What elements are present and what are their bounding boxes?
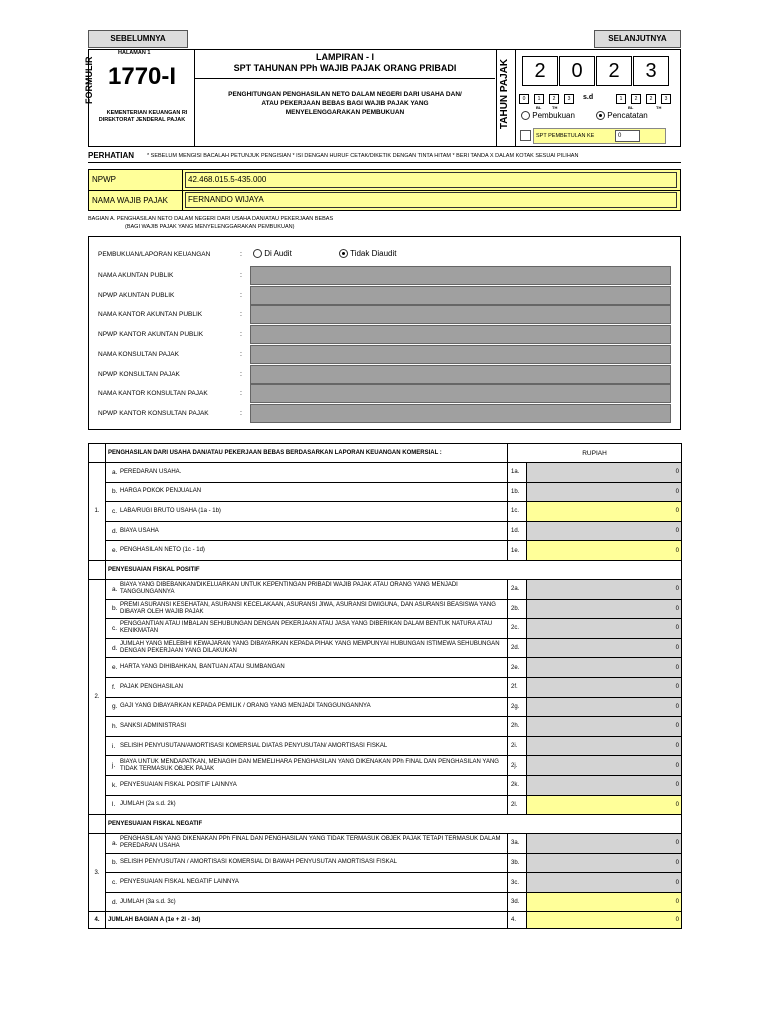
item-code: 2h. <box>508 717 527 737</box>
item-code: 2d. <box>508 638 527 658</box>
item-code: 1e. <box>508 541 527 561</box>
section-no-cell <box>89 815 106 834</box>
audit-field-label: NPWP AKUNTAN PUBLIK <box>98 291 175 299</box>
header-rule <box>195 78 495 79</box>
audit-field-input[interactable] <box>250 404 671 423</box>
item-code: 3b. <box>508 853 527 873</box>
table-row <box>89 892 682 912</box>
item-description <box>106 697 508 717</box>
pembetulan-label: SPT PEMBETULAN KE <box>536 133 595 139</box>
item-letter: e. <box>112 547 118 555</box>
table-row <box>89 677 682 697</box>
item-value-input[interactable]: 0 <box>527 697 682 717</box>
rupiah-header: RUPIAH <box>508 444 682 463</box>
audit-field-input[interactable] <box>250 266 671 285</box>
table-row <box>89 873 682 893</box>
item-value-input[interactable]: 0 <box>527 775 682 795</box>
form-number: 1770-I <box>108 63 177 90</box>
year-digit-2[interactable]: 0 <box>559 56 595 86</box>
item-description <box>106 619 508 639</box>
pembetulan-checkbox[interactable] <box>520 130 531 141</box>
item-description <box>106 834 508 854</box>
item-code: 2f. <box>508 677 527 697</box>
item-value-input[interactable]: 0 <box>527 677 682 697</box>
item-code: 2k. <box>508 775 527 795</box>
audit-field-colon: : <box>240 409 242 417</box>
taxpayer-rule <box>89 190 680 191</box>
item-value-input[interactable]: 0 <box>527 599 682 619</box>
table-row <box>89 697 682 717</box>
bl-label: BL <box>628 105 634 110</box>
item-description <box>106 638 508 658</box>
taxpayer-divider <box>182 170 183 210</box>
opt-di-audit-label: Di Audit <box>264 249 292 258</box>
item-letter: c. <box>112 624 118 632</box>
item-value-input[interactable]: 0 <box>527 638 682 658</box>
radio-icon <box>521 111 530 120</box>
tahun-pajak-label: TAHUN PAJAK <box>499 58 510 130</box>
opt-pencatatan[interactable] <box>596 111 648 120</box>
item-text: SELISIH PENYUSUTAN / AMORTISASI KOMERSIAL DI BAWAH PENYUSUTAN AMORTISASI FISKAL <box>120 859 397 866</box>
item-description <box>106 775 508 795</box>
bagian-a-title: BAGIAN A. PENGHASILAN NETO DALAM NEGERI DARI USAHA DAN/ATAU PEKERJAAN BEBAS <box>88 216 334 222</box>
item-description <box>106 579 508 599</box>
header-divider <box>496 49 497 147</box>
item-letter: g. <box>112 703 118 711</box>
item-value-input[interactable]: 0 <box>527 502 682 522</box>
table-row <box>89 775 682 795</box>
period-from-digit[interactable]: 2 <box>549 94 559 104</box>
pembetulan-input[interactable]: 0 <box>615 130 640 142</box>
item-letter: d. <box>112 644 118 652</box>
audit-label: PEMBUKUAN/LAPORAN KEUANGAN <box>98 251 211 258</box>
item-description <box>106 795 508 815</box>
audit-field-label: NPWP KANTOR KONSULTAN PAJAK <box>98 409 209 417</box>
item-text: PEREDARAN USAHA. <box>120 468 182 475</box>
item-value-input[interactable]: 0 <box>527 658 682 678</box>
item-description <box>106 677 508 697</box>
radio-selected-icon <box>339 249 348 258</box>
item-description <box>106 599 508 619</box>
lampiran-title: LAMPIRAN - I <box>316 52 374 62</box>
audit-field-colon: : <box>240 350 242 358</box>
item-letter: a. <box>112 585 118 593</box>
item-description <box>106 482 508 502</box>
perhatian-text: * SEBELUM MENGISI BACALAH PETUNJUK PENGISIAN * ISI DENGAN HURUF CETAK/DIKETIK DENGAN TINTA HITAM * BERI TANDA X DALAM KOTAK SESUAI PILIHAN <box>147 153 579 159</box>
total-value-input[interactable]: 0 <box>527 912 682 929</box>
audit-field-label: NAMA AKUNTAN PUBLIK <box>98 272 174 279</box>
audit-field-colon: : <box>240 291 242 299</box>
item-value-input[interactable]: 0 <box>527 521 682 541</box>
item-letter: j. <box>112 762 116 770</box>
item-code: 1d. <box>508 521 527 541</box>
period-to-digit[interactable]: 2 <box>631 94 641 104</box>
audit-field-input[interactable] <box>250 286 671 305</box>
item-code: 2a. <box>508 579 527 599</box>
item-code: 2c. <box>508 619 527 639</box>
opt-pembukuan[interactable] <box>521 111 575 120</box>
taxpayer-name-field[interactable]: FERNANDO WIJAYA <box>185 192 677 208</box>
item-code: 1c. <box>508 502 527 522</box>
period-from-digit[interactable]: 3 <box>564 94 574 104</box>
total-title: JUMLAH BAGIAN A (1e + 2l - 3d) <box>106 912 508 929</box>
opt-pencatatan-label: Pencatatan <box>607 111 648 120</box>
formulir-label: FORMULIR <box>84 56 94 104</box>
opt-tidak-diaudit-label: Tidak Diaudit <box>350 249 397 258</box>
table-row <box>89 638 682 658</box>
item-text: PENGHASILAN YANG DIKENAKAN PPh FINAL DAN PENGHASILAN YANG TIDAK TERMASUK OBJEK PAJAK TETAPI TERMASUK DALAM PEREDARAN USAHA <box>120 836 501 850</box>
year-digit-3[interactable]: 2 <box>596 56 632 86</box>
item-description <box>106 873 508 893</box>
section-no-cell <box>89 560 106 579</box>
audit-field-colon: : <box>240 390 242 398</box>
item-value-input[interactable]: 0 <box>527 736 682 756</box>
item-text: LABA/RUGI BRUTO USAHA (1a - 1b) <box>120 507 221 514</box>
section-title: PENYESUAIAN FISKAL POSITIF <box>106 560 682 579</box>
item-value-input[interactable]: 0 <box>527 853 682 873</box>
header-divider <box>515 49 516 147</box>
total-code: 4. <box>508 912 527 929</box>
item-letter: a. <box>112 468 118 476</box>
subtitle-line-1: PENGHITUNGAN PENGHASILAN NETO DALAM NEGERI DARI USAHA DAN/ <box>228 91 462 98</box>
item-value-input[interactable]: 0 <box>527 541 682 561</box>
item-text: GAJI YANG DIBAYARKAN KEPADA PEMILIK / ORANG YANG MENJADI TANGGUNGANNYA <box>120 703 371 710</box>
section-number: 2. <box>89 579 106 814</box>
table-row <box>89 599 682 619</box>
item-letter: k. <box>112 781 118 789</box>
table-row <box>89 579 682 599</box>
spt-title: SPT TAHUNAN PPh WAJIB PAJAK ORANG PRIBADI <box>233 63 457 73</box>
item-value-input[interactable]: 0 <box>527 795 682 815</box>
audit-field-input[interactable] <box>250 305 671 324</box>
item-code: 2j. <box>508 756 527 776</box>
item-value-input[interactable]: 0 <box>527 892 682 912</box>
audit-colon: : <box>240 251 242 258</box>
section-number: 4. <box>89 912 106 929</box>
item-value-input[interactable]: 0 <box>527 579 682 599</box>
item-letter: f. <box>112 683 116 691</box>
item-text: PENGHASILAN NETO (1c - 1d) <box>120 547 205 554</box>
item-letter: e. <box>112 664 118 672</box>
year-digit-4[interactable]: 3 <box>633 56 669 86</box>
item-code: 2b. <box>508 599 527 619</box>
period-from-digit[interactable]: 0 <box>519 94 529 104</box>
item-letter: l. <box>112 801 116 809</box>
audit-field-input[interactable] <box>250 325 671 344</box>
item-text: BIAYA USAHA <box>120 527 159 534</box>
item-description <box>106 736 508 756</box>
item-letter: a. <box>112 839 118 847</box>
audit-field-colon: : <box>240 331 242 339</box>
table-row <box>89 541 682 561</box>
item-text: PAJAK PENGHASILAN <box>120 683 183 690</box>
section-number: 3. <box>89 834 106 912</box>
npwp-field[interactable]: 42.468.015.5-435.000 <box>185 172 677 188</box>
item-description <box>106 658 508 678</box>
item-code: 3d. <box>508 892 527 912</box>
table-row <box>89 853 682 873</box>
item-text: HARGA POKOK PENJUALAN <box>120 488 202 495</box>
npwp-label: NPWP <box>92 175 116 184</box>
bagian-a-table <box>88 443 682 929</box>
item-description <box>106 756 508 776</box>
item-value-input[interactable]: 0 <box>527 482 682 502</box>
item-code: 3c. <box>508 873 527 893</box>
table-row <box>89 756 682 776</box>
perhatian-rule <box>88 162 681 163</box>
item-text: JUMLAH (2a s.d. 2k) <box>120 801 176 808</box>
audit-field-label: NPWP KANTOR AKUNTAN PUBLIK <box>98 331 204 339</box>
item-text: HARTA YANG DIHIBAHKAN, BANTUAN ATAU SUMBANGAN <box>120 664 285 671</box>
next-button[interactable]: SELANJUTNYA <box>594 30 681 48</box>
item-code: 3a. <box>508 834 527 854</box>
audit-field-label: NAMA KONSULTAN PAJAK <box>98 350 179 358</box>
item-description <box>106 521 508 541</box>
item-text: SANKSI ADMINISTRASI <box>120 722 187 729</box>
item-value-input[interactable]: 0 <box>527 463 682 483</box>
section-number: 1. <box>89 463 106 561</box>
period-to-digit[interactable]: 2 <box>646 94 656 104</box>
item-description <box>106 541 508 561</box>
item-code: 2l. <box>508 795 527 815</box>
prev-button[interactable]: SEBELUMNYA <box>88 30 188 48</box>
halaman-label: HALAMAN 1 <box>118 50 151 56</box>
audit-field-colon: : <box>240 370 242 378</box>
table-row <box>89 658 682 678</box>
item-code: 2g. <box>508 697 527 717</box>
item-text: JUMLAH YANG MELEBIHI KEWAJARAN YANG DIBAYARKAN KEPADA PIHAK YANG MEMPUNYAI HUBUNGAN ISTIMEWA SEHUBUNGAN DENGAN PEKERJAAN YANG DILAKUKAN <box>120 641 500 655</box>
item-letter: b. <box>112 859 118 867</box>
item-text: PREMI ASURANSI KESEHATAN, ASURANSI KECELAKAAN, ASURANSI JIWA, ASURANSI DWIGUNA, DAN ASURANSI BEASISWA YANG DIBAYAR OLEH WAJIB PAJAK <box>120 601 496 615</box>
period-to-digit[interactable]: 1 <box>616 94 626 104</box>
item-text: BIAYA YANG DIBEBANKAN/DIKELUARKAN UNTUK KEPENTINGAN PRIBADI WAJIB PAJAK ATAU ORANG YANG MENJADI TANGGUNGANNYA <box>120 582 458 596</box>
table-row <box>89 834 682 854</box>
period-from-digit[interactable]: 1 <box>534 94 544 104</box>
bl-label: BL <box>536 105 542 110</box>
item-letter: d. <box>112 527 118 535</box>
directorate-label: DIREKTORAT JENDERAL PAJAK <box>98 117 186 123</box>
period-to-digit[interactable]: 3 <box>661 94 671 104</box>
radio-icon <box>253 249 262 258</box>
item-value-input[interactable]: 0 <box>527 619 682 639</box>
table-row <box>89 463 682 483</box>
audit-field-input[interactable] <box>250 365 671 384</box>
item-code: 1a. <box>508 463 527 483</box>
item-text: PENYESUAIAN FISKAL POSITIF LAINNYA <box>120 781 237 788</box>
item-code: 2e. <box>508 658 527 678</box>
subtitle-line-3: MENYELENGGARAKAN PEMBUKUAN <box>285 109 405 116</box>
ministry-label: KEMENTERIAN KEUANGAN RI <box>106 110 188 116</box>
audit-field-label: NAMA KANTOR KONSULTAN PAJAK <box>98 390 208 398</box>
opt-di-audit[interactable] <box>253 249 292 258</box>
th-label: TH <box>552 105 558 110</box>
table-row <box>89 717 682 737</box>
item-letter: h. <box>112 722 118 730</box>
section-no-cell <box>89 444 106 463</box>
period-separator: s.d <box>583 94 594 101</box>
opt-tidak-diaudit[interactable] <box>339 249 396 258</box>
opt-pembukuan-label: Pembukuan <box>532 111 575 120</box>
item-code: 1b. <box>508 482 527 502</box>
table-row <box>89 736 682 756</box>
item-value-input[interactable]: 0 <box>527 717 682 737</box>
item-description <box>106 853 508 873</box>
item-description <box>106 502 508 522</box>
item-letter: b. <box>112 605 118 613</box>
perhatian-title: PERHATIAN <box>88 151 135 160</box>
table-row <box>89 795 682 815</box>
item-value-input[interactable]: 0 <box>527 873 682 893</box>
table-row <box>89 619 682 639</box>
audit-field-colon: : <box>240 311 242 319</box>
bagian-a-subtitle: (BAGI WAJIB PAJAK YANG MENYELENGGARAKAN PEMBUKUAN) <box>125 224 295 230</box>
section-title: PENGHASILAN DARI USAHA DAN/ATAU PEKERJAAN BEBAS BERDASARKAN LAPORAN KEUANGAN KOMERSIAL : <box>106 444 508 463</box>
item-text: BIAYA UNTUK MENDAPATKAN, MENAGIH DAN MEMELIHARA PENGHASILAN YANG DIKENAKAN PPh FINAL DAN PENGHASILAN YANG TIDAK TERMASUK OBJEK PAJAK <box>120 758 499 772</box>
item-text: PENGGANTIAN ATAU IMBALAN SEHUBUNGAN DENGAN PEKERJAAN ATAU JASA YANG DIBERIKAN DALAM BENTUK NATURA ATAU KENIKMATAN <box>120 621 493 635</box>
item-value-input[interactable]: 0 <box>527 834 682 854</box>
table-row <box>89 521 682 541</box>
table-row <box>89 502 682 522</box>
th-label: TH <box>656 105 662 110</box>
item-letter: c. <box>112 879 118 887</box>
item-letter: b. <box>112 488 118 496</box>
item-text: JUMLAH (3a s.d. 3c) <box>120 898 176 905</box>
taxpayer-name-label: NAMA WAJIB PAJAK <box>92 196 169 205</box>
radio-selected-icon <box>596 111 605 120</box>
item-description <box>106 892 508 912</box>
audit-field-label: NAMA KANTOR AKUNTAN PUBLIK <box>98 311 203 319</box>
year-digit-1[interactable]: 2 <box>522 56 558 86</box>
audit-field-input[interactable] <box>250 345 671 364</box>
item-letter: d. <box>112 898 118 906</box>
item-description <box>106 463 508 483</box>
item-text: PENYESUAIAN FISKAL NEGATIF LAINNYA <box>120 879 239 886</box>
item-description <box>106 717 508 737</box>
audit-field-colon: : <box>240 272 242 279</box>
item-code: 2i. <box>508 736 527 756</box>
item-letter: c. <box>112 507 118 515</box>
item-value-input[interactable]: 0 <box>527 756 682 776</box>
table-row <box>89 482 682 502</box>
item-text: SELISIH PENYUSUTAN/AMORTISASI KOMERSIAL DIATAS PENYUSUTAN/ AMORTISASI FISKAL <box>120 742 388 749</box>
audit-field-label: NPWP KONSULTAN PAJAK <box>98 370 180 378</box>
subtitle-line-2: ATAU PEKERJAAN BEBAS BAGI WAJIB PAJAK YANG <box>261 100 429 107</box>
section-title: PENYESUAIAN FISKAL NEGATIF <box>106 815 682 834</box>
item-letter: i. <box>112 742 116 750</box>
audit-field-input[interactable] <box>250 384 671 403</box>
